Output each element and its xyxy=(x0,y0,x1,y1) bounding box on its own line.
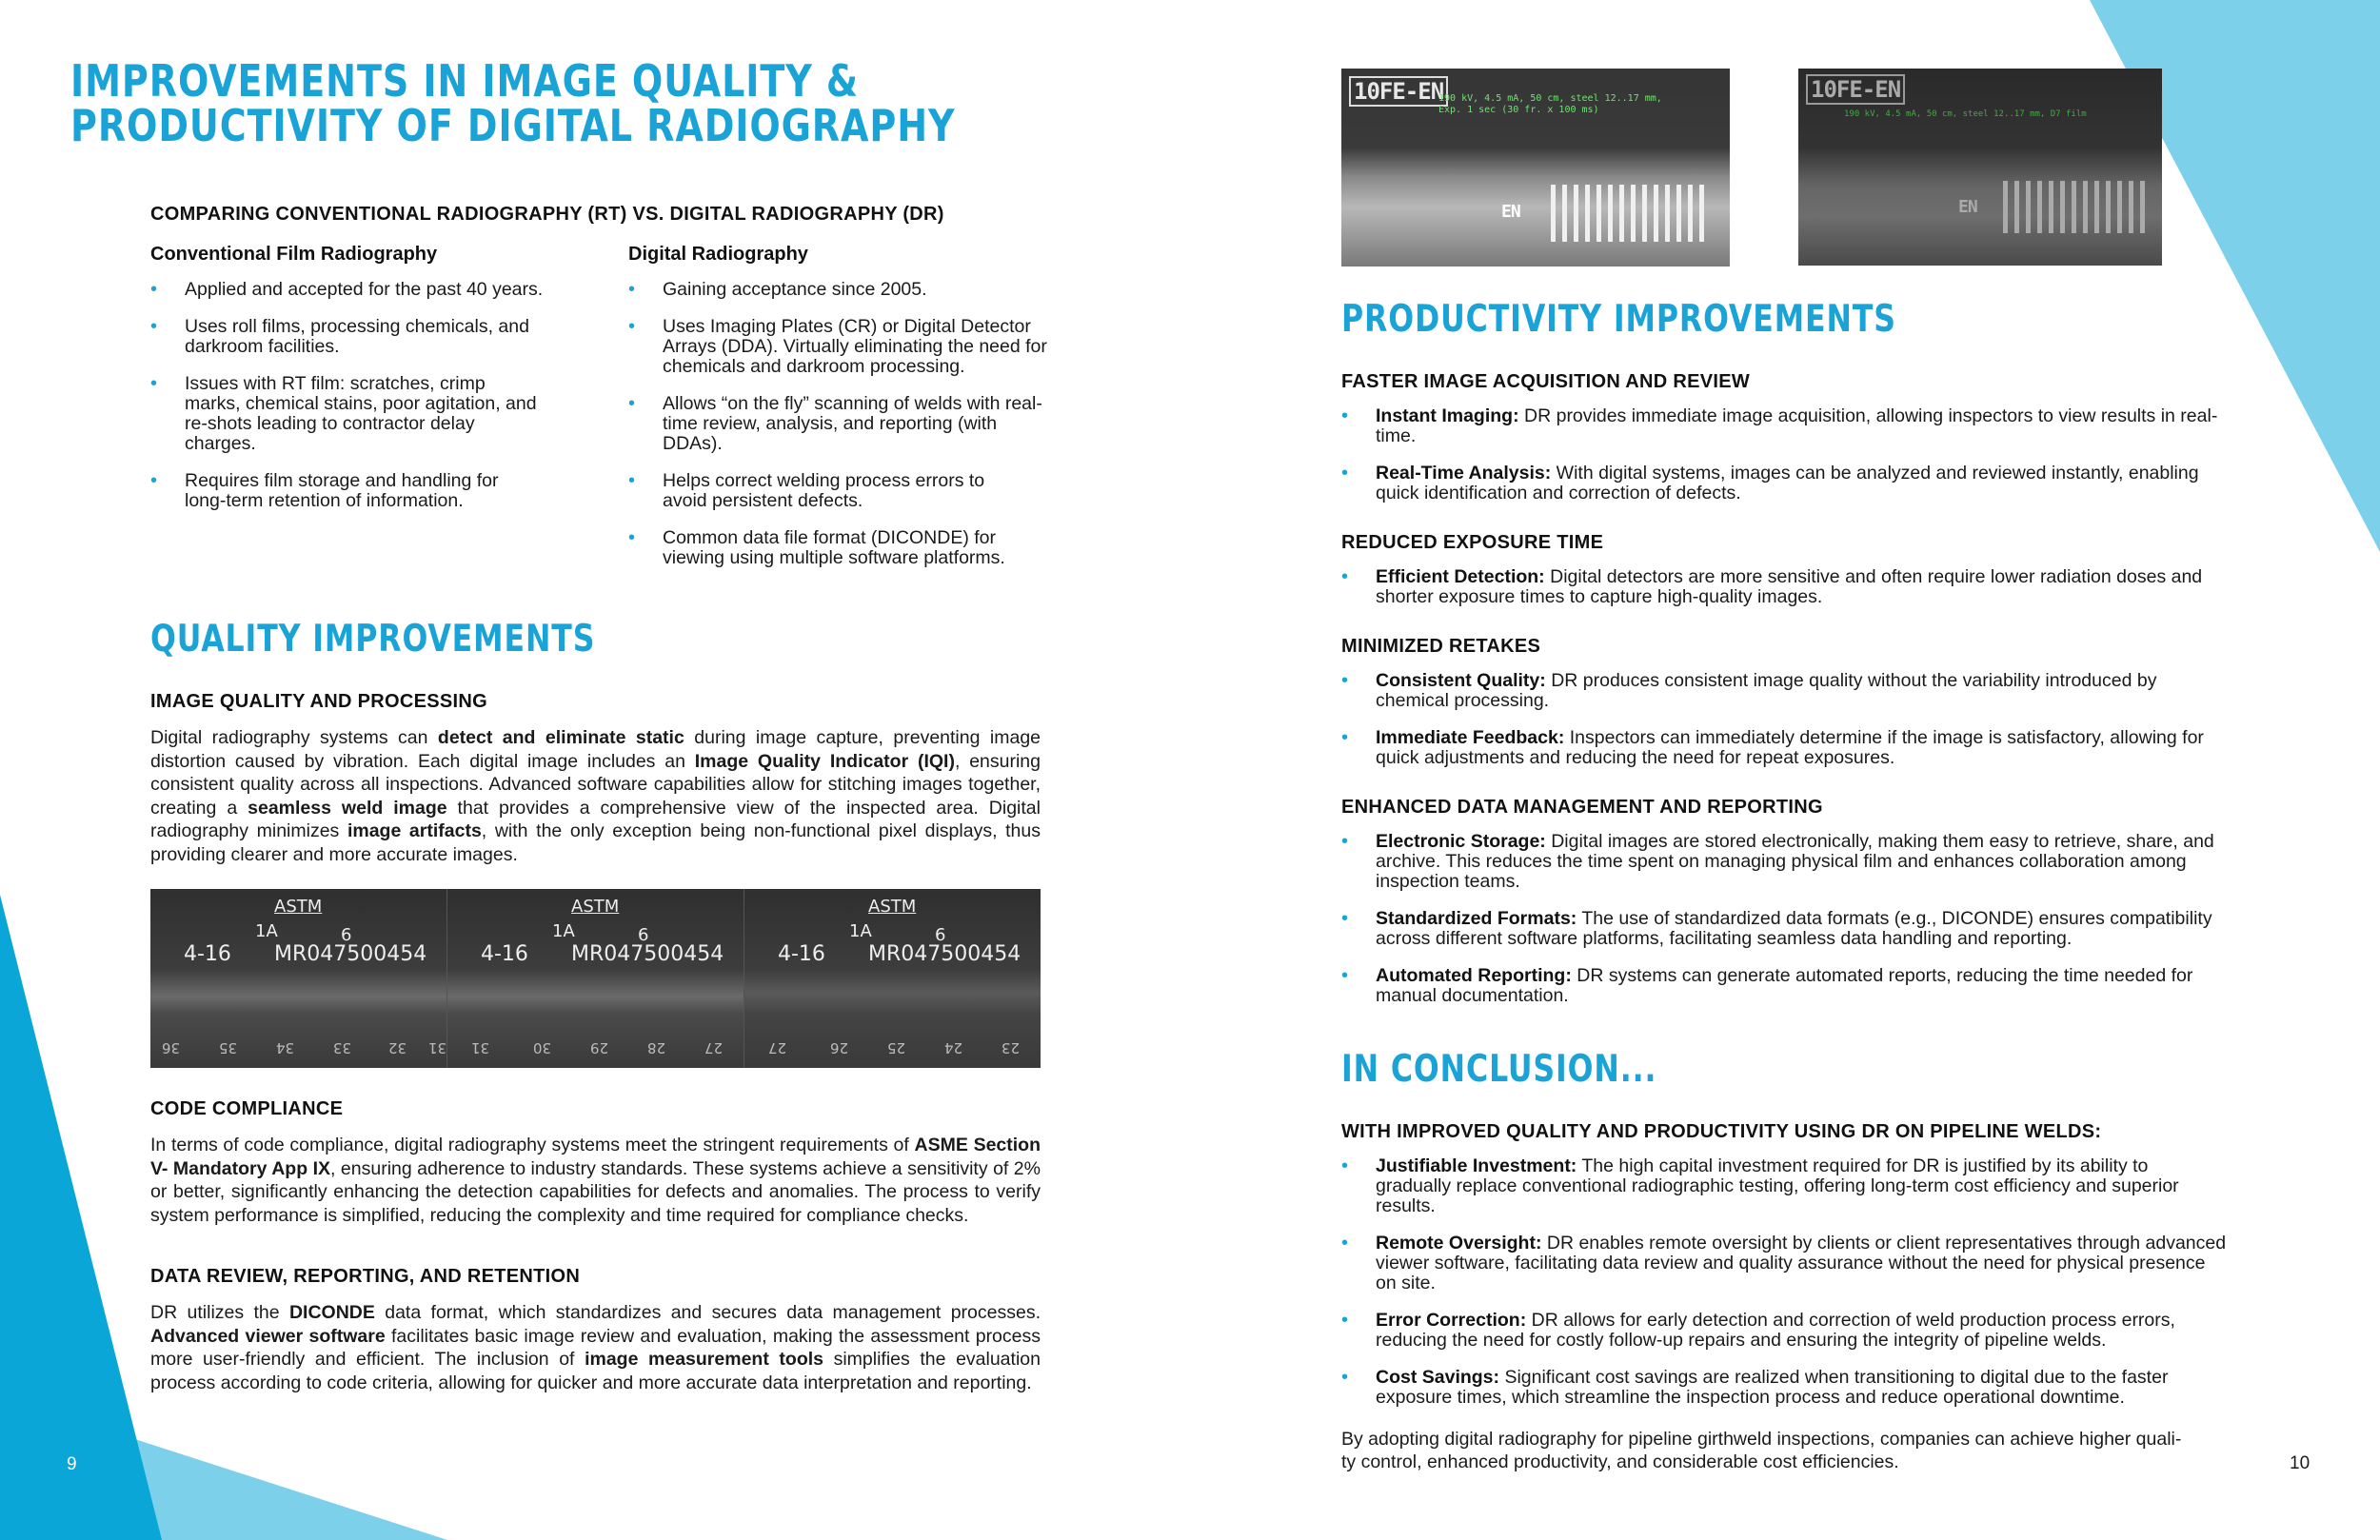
conclusion-title: IN CONCLUSION... xyxy=(1341,1048,1657,1091)
conventional-list xyxy=(150,280,569,511)
film-number: 36 xyxy=(162,1039,181,1056)
page-number-right: 10 xyxy=(2290,1453,2311,1473)
film-number: 23 xyxy=(1002,1039,1021,1056)
list-item: • Consistent Quality: DR produces consistent image quality without the variability introduced by chemical processing. xyxy=(1341,671,2227,711)
section-heading: MINIMIZED RETAKES xyxy=(1341,636,1541,657)
film-segment xyxy=(744,889,1041,1068)
code-compliance-paragraph: In terms of code compliance, digital radiography systems meet the stringent requirements of ASME Section V- Mandatory App IX, ensuring adherence to industry standards. These systems achieve a sensitivity of 2% or better, significantly enhancing the detection capabilities for defects and anomalies. The process to verify system performance is simplified, reducing the complexity and time required for compliance checks. xyxy=(150,1135,1041,1226)
list-item: • Uses roll films, processing chemicals, and darkroom facilities. xyxy=(150,317,569,357)
xray-image-digital xyxy=(1341,69,1730,267)
film-number: 27 xyxy=(704,1039,724,1056)
iqi-wire-bars xyxy=(2003,181,2145,233)
list-item: • Justifiable Investment: The high capital investment required for DR is justified by its ability to gradually replace conventional radiographic testing, offering long-term cost efficiency and superior results. xyxy=(1341,1156,2227,1216)
productivity-sections xyxy=(1341,371,2227,1006)
list-item: • Standardized Formats: The use of standardized data formats (e.g., DICONDE) ensures compatibility across different software platforms, facilitating seamless data handling and reporting. xyxy=(1341,909,2227,949)
film-number: 30 xyxy=(533,1039,552,1056)
list-item: • Immediate Feedback: Inspectors can immediately determine if the image is satisfactory, allowing for quick adjustments and reducing the need for repeat exposures. xyxy=(1341,728,2227,768)
digital-heading: Digital Radiography xyxy=(628,244,808,265)
film-segment xyxy=(150,889,447,1068)
list-item: • Allows “on the fly” scanning of welds with real-time review, analysis, and reporting (with DDAs). xyxy=(628,394,1047,454)
film-astm-label: ASTM xyxy=(868,897,917,917)
conclusion-list xyxy=(1341,1156,2227,1408)
main-title xyxy=(70,55,1017,151)
list-item: • Common data file format (DICONDE) for viewing using multiple software platforms. xyxy=(628,528,1047,568)
conventional-column xyxy=(150,244,569,511)
list-item: • Electronic Storage: Digital images are stored electronically, making them easy to retrieve, share, and archive. This reduces the time spent on managing physical film and enhances collaboration among inspection teams. xyxy=(1341,832,2227,892)
list-item: • Error Correction: DR allows for early detection and correction of weld production process errors, reducing the need for costly follow-up repairs and ensuring the integrity of pipeline welds. xyxy=(1341,1311,2227,1351)
conclusion-section xyxy=(1341,1121,2227,1408)
list-item: • Applied and accepted for the past 40 years. xyxy=(150,280,569,300)
list-item: • Automated Reporting: DR systems can generate automated reports, reducing the time needed for manual documentation. xyxy=(1341,966,2227,1006)
xray-image-film xyxy=(1798,69,2162,266)
code-compliance-heading: CODE COMPLIANCE xyxy=(150,1098,344,1119)
film-number: 25 xyxy=(887,1039,906,1056)
closing-paragraph xyxy=(1341,1428,2227,1473)
film-number: 35 xyxy=(219,1039,238,1056)
image-quality-paragraph: Digital radiography systems can detect and eliminate static during image capture, preventing image distortion caused by vibration. Each digital image includes an Image Quality Indicator (IQI), ensuring consistent quality across all inspections. Advanced software capabilities allow for stitching images together, creating a seamless weld image that provides a comprehensive view of the inspected area. Digital radiography minimizes image artifacts, with the only exception being non-functional pixel displays, thus providing clearer and more accurate images. xyxy=(150,727,1041,865)
film-code-a: 1A xyxy=(255,921,278,941)
film-number: 24 xyxy=(944,1039,963,1056)
film-serial: MR047500454 xyxy=(868,942,1021,966)
film-serial: MR047500454 xyxy=(274,942,427,966)
film-number: 28 xyxy=(647,1039,666,1056)
section-list xyxy=(1341,567,2227,607)
conventional-heading: Conventional Film Radiography xyxy=(150,244,438,265)
section-heading: REDUCED EXPOSURE TIME xyxy=(1341,532,1604,553)
list-item: • Helps correct welding process errors to avoid persistent defects. xyxy=(628,471,1047,511)
closing-line-1: By adopting digital radiography for pipeline girthweld inspections, companies can achieve higher quali- xyxy=(1341,1429,2182,1450)
xray-stamp: 10FE-EN xyxy=(1349,76,1448,107)
film-code-a: 1A xyxy=(849,921,872,941)
film-number: 27 xyxy=(768,1039,787,1056)
image-quality-heading: IMAGE QUALITY AND PROCESSING xyxy=(150,691,487,712)
closing-line-2: ty control, enhanced productivity, and considerable cost efficiencies. xyxy=(1341,1451,1899,1472)
list-item: • Requires film storage and handling for long-term retention of information. xyxy=(150,471,569,511)
film-number: 33 xyxy=(333,1039,352,1056)
film-number: 34 xyxy=(276,1039,295,1056)
main-title-line-1: IMPROVEMENTS IN IMAGE QUALITY & xyxy=(70,55,860,107)
xray-mark: EN xyxy=(1958,197,1977,217)
section-list xyxy=(1341,671,2227,768)
weld-film-strip-image xyxy=(150,889,1041,1068)
list-item: • Remote Oversight: DR enables remote oversight by clients or client representatives through advanced viewer software, facilitating data review and quality assurance without the need for physical presence on site. xyxy=(1341,1234,2227,1293)
quality-title: QUALITY IMPROVEMENTS xyxy=(150,618,596,661)
compare-heading: COMPARING CONVENTIONAL RADIOGRAPHY (RT) VS. DIGITAL RADIOGRAPHY (DR) xyxy=(150,204,944,225)
list-item: • Issues with RT film: scratches, crimp marks, chemical stains, poor agitation, and re-shots leading to contractor delay charges. xyxy=(150,374,569,454)
xray-mark: EN xyxy=(1501,202,1520,222)
left-dark-triangle xyxy=(0,895,162,1540)
film-astm-label: ASTM xyxy=(571,897,620,917)
film-astm-label: ASTM xyxy=(274,897,323,917)
productivity-title: PRODUCTIVITY IMPROVEMENTS xyxy=(1341,298,1896,341)
list-item: • Efficient Detection: Digital detectors are more sensitive and often require lower radiation doses and shorter exposure times to capture high-quality images. xyxy=(1341,567,2227,607)
section-heading: FASTER IMAGE ACQUISITION AND REVIEW xyxy=(1341,371,1751,392)
film-segment xyxy=(447,889,744,1068)
xray-caption-line-1: 190 kV, 4.5 mA, 50 cm, steel 12..17 mm, xyxy=(1438,93,1662,104)
list-item: • Real-Time Analysis: With digital systems, images can be analyzed and reviewed instantly, enabling quick identification and correction of defects. xyxy=(1341,464,2227,503)
section-list xyxy=(1341,406,2227,503)
section-heading: ENHANCED DATA MANAGEMENT AND REPORTING xyxy=(1341,797,1823,818)
film-code-b: 6 xyxy=(341,925,352,945)
film-left-code: 4-16 xyxy=(184,942,231,966)
film-number: 29 xyxy=(590,1039,609,1056)
page-number-left: 9 xyxy=(67,1454,77,1474)
digital-list xyxy=(628,280,1047,568)
iqi-wire-bars xyxy=(1551,185,1704,242)
film-code-b: 6 xyxy=(935,925,946,945)
film-number: 31 xyxy=(428,1039,447,1056)
film-serial: MR047500454 xyxy=(571,942,724,966)
film-number: 32 xyxy=(388,1039,407,1056)
film-number: 31 xyxy=(471,1039,490,1056)
section-list xyxy=(1341,832,2227,1006)
film-left-code: 4-16 xyxy=(481,942,528,966)
list-item: • Gaining acceptance since 2005. xyxy=(628,280,1047,300)
xray-caption-line-1: 190 kV, 4.5 mA, 50 cm, steel 12..17 mm, D7 film xyxy=(1844,109,2087,119)
data-review-paragraph: DR utilizes the DICONDE data format, which standardizes and secures data management processes. Advanced viewer software facilitates basic image review and evaluation, making the assessment process more user-friendly and efficient. The inclusion of image measurement tools simplifies the evaluation process according to code criteria, allowing for quicker and more accurate data interpretation and reporting. xyxy=(150,1302,1041,1393)
data-review-heading: DATA REVIEW, REPORTING, AND RETENTION xyxy=(150,1266,581,1287)
film-number: 26 xyxy=(830,1039,849,1056)
film-code-a: 1A xyxy=(552,921,575,941)
list-item: • Uses Imaging Plates (CR) or Digital Detector Arrays (DDA). Virtually eliminating the need for chemicals and darkroom processing. xyxy=(628,317,1047,377)
list-item: • Cost Savings: Significant cost savings are realized when transitioning to digital due to the faster exposure times, which streamline the inspection process and reduce operational downtime. xyxy=(1341,1368,2227,1408)
conclusion-heading: WITH IMPROVED QUALITY AND PRODUCTIVITY USING DR ON PIPELINE WELDS: xyxy=(1341,1121,2102,1142)
list-item: • Instant Imaging: DR provides immediate image acquisition, allowing inspectors to view results in real-time. xyxy=(1341,406,2227,446)
xray-stamp: 10FE-EN xyxy=(1806,74,1905,105)
main-title-line-2: PRODUCTIVITY OF DIGITAL RADIOGRAPHY xyxy=(70,100,956,151)
film-code-b: 6 xyxy=(638,925,649,945)
film-left-code: 4-16 xyxy=(778,942,825,966)
digital-column xyxy=(628,244,1047,568)
xray-caption-line-2: Exp. 1 sec (30 fr. x 100 ms) xyxy=(1438,105,1599,115)
